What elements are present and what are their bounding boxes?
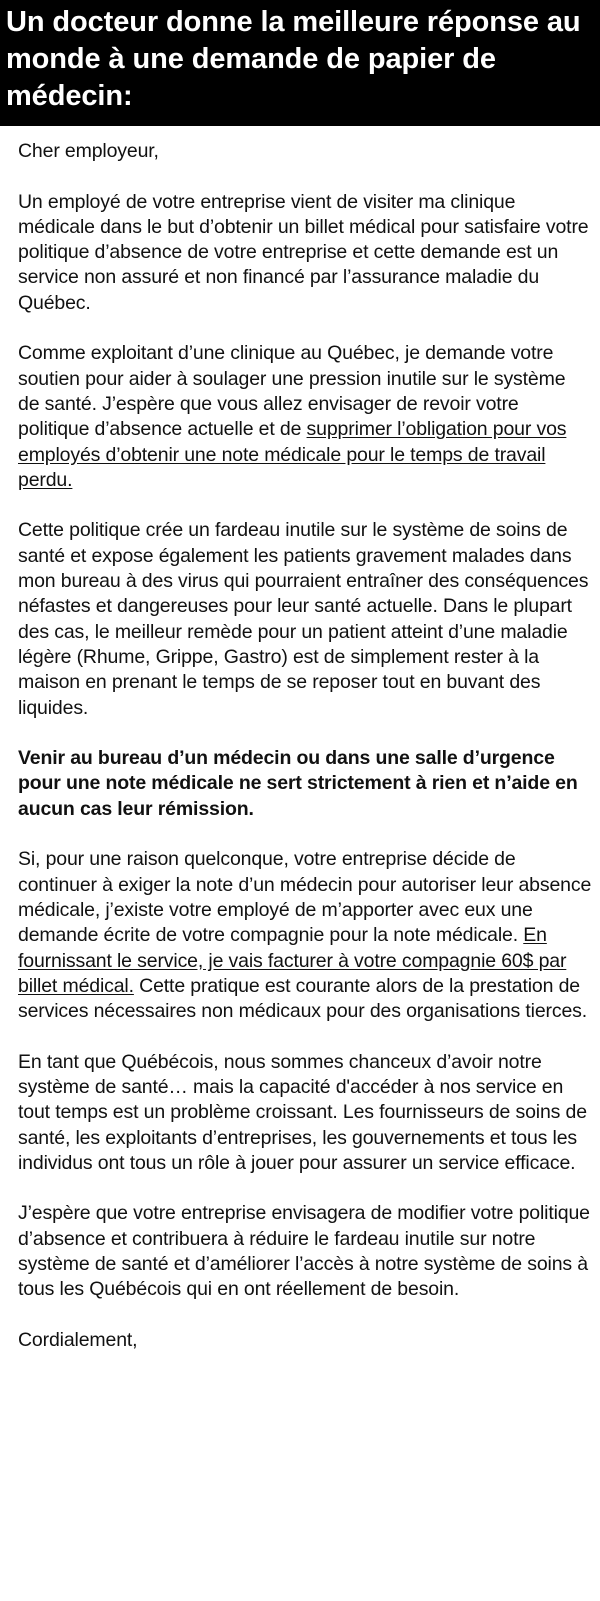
- paragraph-6: En tant que Québécois, nous sommes chanceux d’avoir notre système de santé… mais la capacité d'accéder à nos service en tout temps est un problème croissant. Les fournisseurs de soins de santé, les exploitants d’entreprises, les gouvernements et tous les individus ont tous un rôle à jouer pour assurer un service efficace.: [18, 1050, 587, 1174]
- paragraph-3: Cette politique crée un fardeau inutile sur le système de soins de santé et expose également les patients gravement malades dans mon bureau à des virus qui pourraient entraîner des conséquences néfastes et dangereuses pour leur santé actuelle. Dans le plupart des cas, le meilleur remède pour un patient atteint d’une maladie légère (Rhume, Grippe, Gastro) est de simplement rester à la maison en prenant le temps de se reposer tout en buvant des liquides.: [18, 519, 589, 719]
- paragraph-5-underlined: En fournissant le service, je vais facturer à votre compagnie 60$ par billet médical.: [18, 924, 567, 997]
- paragraph-1: Un employé de votre entreprise vient de visiter ma clinique médicale dans le but d’obtenir un billet médical pour satisfaire votre politique d’absence de votre entreprise et cette demande est un service non assuré et non financé par l’assurance maladie du Québec.: [18, 190, 589, 314]
- paragraph-5-end: Cette pratique est courante alors de la prestation de services nécessaires non médicaux pour des organisations tierces.: [18, 974, 588, 1023]
- title-banner: [0, 0, 600, 126]
- paragraph-2: [18, 341, 592, 493]
- page-title: Un docteur donne la meilleure réponse au monde à une demande de papier de médecin:: [6, 6, 581, 112]
- paragraph-5: [18, 847, 592, 1024]
- paragraph-4-bold: Venir au bureau d’un médecin ou dans une salle d’urgence pour une note médicale ne sert strictement à rien et n’aide en aucun cas leur rémission.: [18, 747, 578, 820]
- paragraph-5-text: Si, pour une raison quelconque, votre entreprise décide de continuer à exiger la note d’un médecin pour autoriser leur absence médicale, j’existe votre employé de m’apporter avec eux une demande écrite de votre compagnie pour la note médicale.: [18, 848, 592, 947]
- paragraph-2-underlined: supprimer l’obligation pour vos employés d’obtenir une note médicale pour le temps de travail perdu.: [18, 418, 567, 491]
- paragraph-7: J’espère que votre entreprise envisagera de modifier votre politique d’absence et contribuera à réduire le fardeau inutile sur notre système de santé et d’améliorer l’accès à notre système de soins à tous les Québécois qui en ont réellement de besoin.: [18, 1202, 590, 1301]
- paragraph-2-text: Comme exploitant d’une clinique au Québec, je demande votre soutien pour aider à soulager une pression inutile sur le système de santé. J’espère que vous allez envisager de revoir votre politique d’absence actuelle et de: [18, 342, 566, 441]
- letter-body: [18, 139, 592, 1379]
- letter-greeting: Cher employeur,: [18, 140, 159, 162]
- letter-closing: Cordialement,: [18, 1328, 138, 1351]
